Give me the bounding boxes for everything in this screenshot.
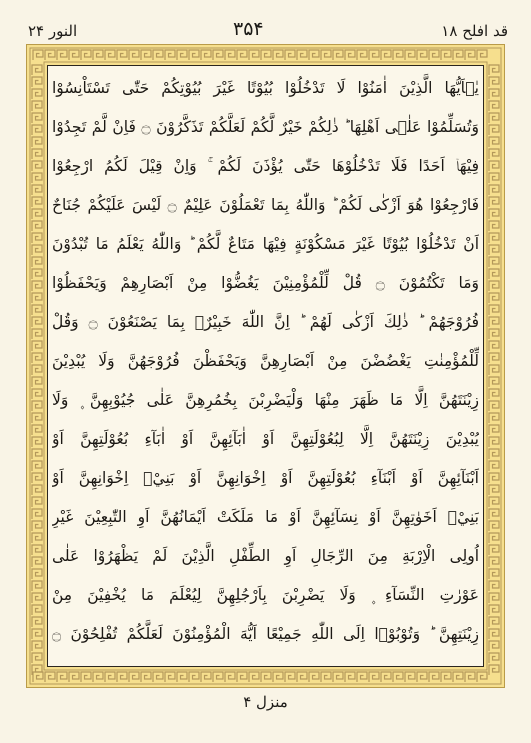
- text-line: عَوْرٰتِ النِّسَآءِ ۪ وَلَا يَضْرِبْنَ بِاَرْجُلِهِنَّ لِيُعْلَمَ مَا يُخْفِيْنَ مِنْ: [52, 586, 479, 604]
- text-line: يٰۤاَيُّهَا الَّذِيْنَ اٰمَنُوْا لَا تَدْخُلُوْا بُيُوْتًا غَيْرَ بُيُوْتِكُمْ حَتّٰى تَسْتَاْنِسُوْا: [52, 79, 479, 97]
- ornamental-border: [26, 44, 505, 688]
- text-line: فَارْجِعُوْا هُوَ اَزْكٰى لَكُمْ ؕ وَاللّٰهُ بِمَا تَعْمَلُوْنَ عَلِيْمٌ ۝ لَيْسَ عَلَيْكُمْ جُنَاحٌ: [52, 196, 479, 214]
- manzil-label: منزل ۴: [243, 693, 288, 711]
- juz-name: قد افلح ۱۸: [441, 22, 508, 40]
- text-line: اَبْنَآئِهِنَّ اَوْ اَبْنَآءِ بُعُوْلَتِهِنَّ اَوْ اِخْوَانِهِنَّ اَوْ بَنِيْۤ اِخْوَانِهِنَّ اَوْ: [52, 469, 479, 487]
- surah-name: النور ۲۴: [28, 22, 78, 40]
- text-line: اَنْ تَدْخُلُوْا بُيُوْتًا غَيْرَ مَسْكُوْنَةٍ فِيْهَا مَتَاعٌ لَّكُمْ ؕ وَاللّٰهُ يَعْلَمُ مَا تُبْدُوْنَ: [52, 235, 479, 253]
- text-line: لِّلْمُؤْمِنٰتِ يَغْضُضْنَ مِنْ اَبْصَارِهِنَّ وَيَحْفَظْنَ فُرُوْجَهُنَّ وَلَا يُبْدِيْنَ: [52, 352, 479, 370]
- text-line: زِيْنَتِهِنَّ ؕ وَتُوْبُوْۤا اِلَى اللّٰهِ جَمِيْعًا اَيُّهَ الْمُؤْمِنُوْنَ لَعَلَّكُمْ تُفْلِحُوْنَ ۝: [52, 625, 479, 643]
- text-line: فِيْهَاۤ اَحَدًا فَلَا تَدْخُلُوْهَا حَتّٰى يُؤْذَنَ لَكُمْ ۚ وَاِنْ قِيْلَ لَكُمُ ارْجِعُوْا: [52, 157, 479, 175]
- text-line: وَمَا تَكْتُمُوْنَ ۝ قُلْ لِّلْمُؤْمِنِيْنَ يَغُضُّوْا مِنْ اَبْصَارِهِمْ وَيَحْفَظُوْا: [52, 274, 479, 292]
- text-line: اُولِى الْاِرْبَةِ مِنَ الرِّجَالِ اَوِ الطِّفْلِ الَّذِيْنَ لَمْ يَظْهَرُوْا عَلٰى: [52, 547, 479, 565]
- text-line: فُرُوْجَهُمْ ؕ ذٰلِكَ اَزْكٰى لَهُمْ ؕ اِنَّ اللّٰهَ خَبِيْرٌۢ بِمَا يَصْنَعُوْنَ ۝ وَقُلْ: [52, 313, 479, 331]
- page-header: [28, 18, 508, 46]
- text-line: وَتُسَلِّمُوْا عَلٰۤى اَهْلِهَا ؕ ذٰلِكُمْ خَيْرٌ لَّكُمْ لَعَلَّكُمْ تَذَكَّرُوْنَ ۝ فَاِنْ لَّمْ تَجِدُوْا: [52, 118, 479, 136]
- text-line: بَنِيْۤ اَخَوٰتِهِنَّ اَوْ نِسَآئِهِنَّ اَوْ مَا مَلَكَتْ اَيْمَانُهُنَّ اَوِ التّٰبِعِيْنَ غَيْرِ: [52, 508, 479, 526]
- text-panel: [47, 65, 484, 667]
- page-number: ۳۵۴: [233, 18, 264, 40]
- text-line: يُبْدِيْنَ زِيْنَتَهُنَّ اِلَّا لِبُعُوْلَتِهِنَّ اَوْ اٰبَآئِهِنَّ اَوْ اٰبَآءِ بُعُوْلَتِهِنَّ اَوْ: [52, 430, 479, 448]
- text-line: زِيْنَتَهُنَّ اِلَّا مَا ظَهَرَ مِنْهَا وَلْيَضْرِبْنَ بِخُمُرِهِنَّ عَلٰى جُيُوْبِهِنَّ ۪ وَلَا: [52, 391, 479, 409]
